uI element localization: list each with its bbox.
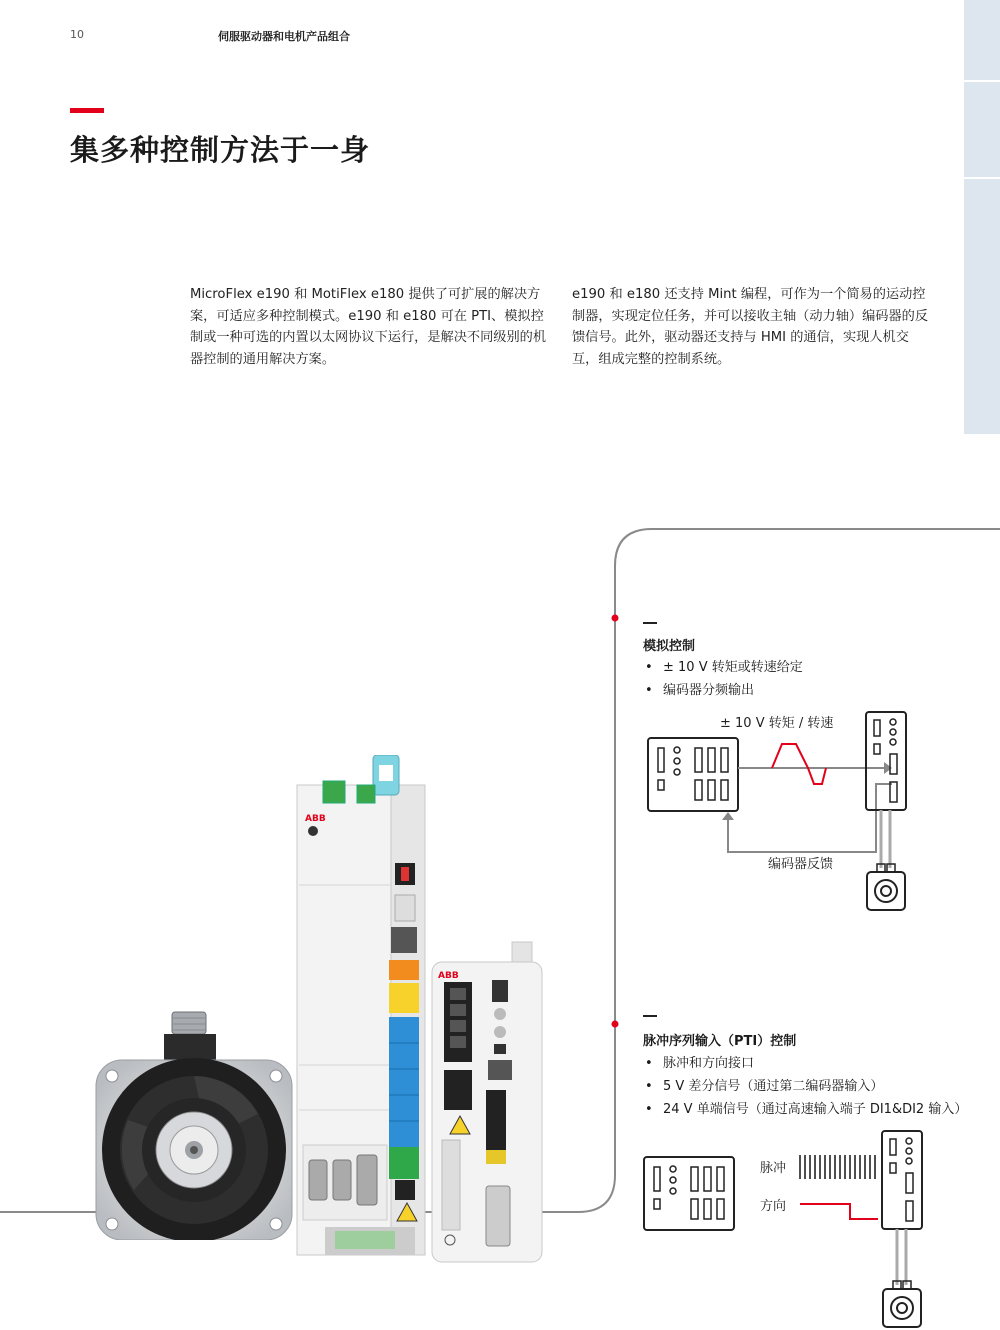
list-item: • 脉冲和方向接口 xyxy=(643,1052,967,1075)
analog-section-title: 模拟控制 xyxy=(643,639,696,654)
microflex-drive-image xyxy=(430,940,550,1265)
motor-icon xyxy=(883,1281,921,1327)
drive-icon xyxy=(882,1131,922,1229)
list-item: • ± 10 V 转矩或转速给定 xyxy=(643,656,803,679)
marker-dot xyxy=(612,1021,619,1028)
analog-signal-label: ± 10 V 转矩 / 转速 xyxy=(720,716,834,731)
page-title: 集多种控制方法于一身 xyxy=(70,133,371,167)
analog-control-diagram xyxy=(640,700,920,920)
controller-icon xyxy=(644,1157,734,1230)
controller-icon xyxy=(648,738,738,811)
intro-paragraph-left: MicroFlex e190 和 MotiFlex e180 提供了可扩展的解决方案，可适应多种控制模式。e190 和 e180 可在 PTI、模拟控制或一种可选的内置以太网协议下运行，是解决不同级别的机器控制的通用解决方案。 xyxy=(190,287,547,367)
motor-icon xyxy=(867,864,905,910)
marker-dot xyxy=(612,615,619,622)
pti-bullet-list xyxy=(643,1052,967,1121)
abb-logo: ABB xyxy=(438,971,459,981)
analog-bullet-list xyxy=(643,656,803,702)
motiflex-drive-image xyxy=(295,755,435,1265)
list-item: • 5 V 差分信号（通过第二编码器输入） xyxy=(643,1075,967,1098)
list-item: • 24 V 单端信号（通过高速输入端子 DI1&DI2 输入） xyxy=(643,1098,967,1121)
running-head: 伺服驱动器和电机产品组合 xyxy=(218,30,350,43)
pulse-label: 脉冲 xyxy=(760,1161,787,1176)
direction-label: 方向 xyxy=(760,1199,787,1214)
section-dash xyxy=(643,1015,657,1017)
abb-logo: ABB xyxy=(305,814,326,824)
page-number: 10 xyxy=(70,28,84,41)
servo-motor-image xyxy=(88,1010,298,1240)
drive-icon xyxy=(866,712,906,810)
section-dash xyxy=(643,622,657,624)
pti-section-title: 脉冲序列输入（PTI）控制 xyxy=(643,1034,797,1049)
encoder-feedback-label: 编码器反馈 xyxy=(768,857,834,872)
list-item: • 编码器分频输出 xyxy=(643,679,803,702)
intro-paragraph-right: e190 和 e180 还支持 Mint 编程，可作为一个简易的运动控制器，实现定位任务，并可以接收主轴（动力轴）编码器的反馈信号。此外，驱动器还支持与 HMI 的通信，实现人机交互，组成完整的控制系统。 xyxy=(572,287,929,367)
pti-control-diagram xyxy=(640,1125,940,1330)
